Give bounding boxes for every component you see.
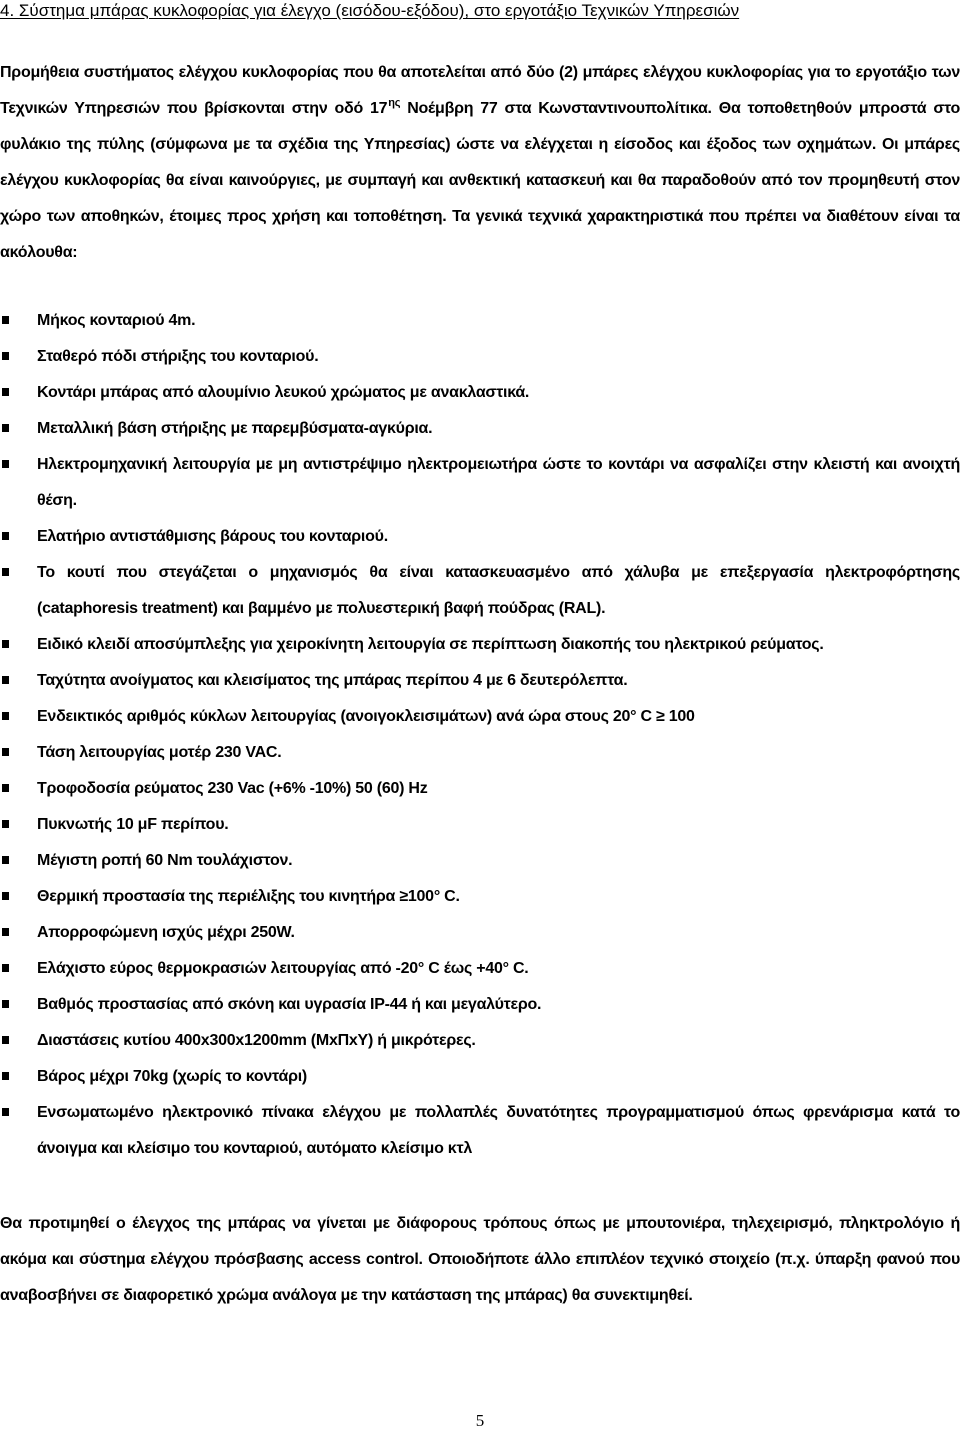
square-bullet-icon (2, 424, 9, 432)
list-item-text: Μήκος κονταριού 4m. (37, 312, 196, 329)
square-bullet-icon (2, 532, 9, 540)
square-bullet-icon (2, 316, 9, 324)
square-bullet-icon (2, 784, 9, 792)
list-item (0, 339, 960, 375)
list-item-text: Ελατήριο αντιστάθμισης βάρους του κονταριού. (37, 528, 388, 545)
list-item-text: Θερμική προστασία της περιέλιξης του κινητήρα ≥100° C. (37, 888, 460, 905)
list-item-text: Ελάχιστο εύρος θερμοκρασιών λειτουργίας από -20° C έως +40° C. (37, 960, 529, 977)
square-bullet-icon (2, 352, 9, 360)
square-bullet-icon (2, 712, 9, 720)
list-item-text: Ειδικό κλειδί αποσύμπλεξης για χειροκίνητη λειτουργία σε περίπτωση διακοπής του ηλεκτρικού ρεύματος. (37, 636, 824, 653)
list-item (0, 411, 960, 447)
list-item-text: Μεταλλική βάση στήριξης με παρεμβύσματα-αγκύρια. (37, 420, 433, 437)
square-bullet-icon (2, 460, 9, 468)
square-bullet-icon (2, 856, 9, 864)
list-item (0, 951, 960, 987)
intro-text-part-2: Νοέμβρη 77 στα Κωνσταντινουπολίτικα. Θα τοποθετηθούν μπροστά στο φυλάκιο της πύλης (σύμφωνα με τα σχέδια της Υπηρεσίας) ώστε να ελέγχεται η είσοδος και έξοδος των οχημάτων. Οι μπάρες ελέγχου κυκλοφορίας θα είναι καινούργιες, με συμπαγή και ανθεκτική κατασκευή και θα παραδοθούν από τον προμηθευτή στον χώρο των αποθηκών, έτοιμες προς χρήση και τοποθέτηση. Τα γενικά τεχνικά χαρακτηριστικά που πρέπει να διαθέτουν είναι τα ακόλουθα: (0, 100, 960, 261)
list-item-text: Διαστάσεις κυτίου 400x300x1200mm (ΜxΠxΥ) ή μικρότερες. (37, 1032, 476, 1049)
list-item (0, 627, 960, 663)
list-item (0, 807, 960, 843)
list-item-text: Ενσωματωμένο ηλεκτρονικό πίνακα ελέγχου με πολλαπλές δυνατότητες προγραμματισμού όπως φρενάρισμα κατά το άνοιγμα και κλείσιμο του κονταριού, αυτόματο κλείσιμο κτλ (37, 1104, 960, 1157)
list-item (0, 1059, 960, 1095)
list-item-text: Ενδεικτικός αριθμός κύκλων λειτουργίας (ανοιγοκλεισιμάτων) ανά ώρα στους 20° C ≥ 100 (37, 708, 695, 725)
square-bullet-icon (2, 640, 9, 648)
square-bullet-icon (2, 1036, 9, 1044)
list-item-text: Μέγιστη ροπή 60 Nm τουλάχιστον. (37, 852, 293, 869)
square-bullet-icon (2, 820, 9, 828)
list-item (0, 771, 960, 807)
square-bullet-icon (2, 748, 9, 756)
square-bullet-icon (2, 1108, 9, 1116)
list-item-text: Σταθερό πόδι στήριξης του κονταριού. (37, 348, 319, 365)
ordinal-suffix: ης (388, 97, 401, 109)
list-item (0, 843, 960, 879)
list-item-text: Πυκνωτής 10 μF περίπου. (37, 816, 229, 833)
specification-list (0, 303, 960, 1167)
list-item-text: Το κουτί που στεγάζεται ο μηχανισμός θα είναι κατασκευασμένο από χάλυβα με επεξεργασία ηλεκτροφόρτησης (cataphoresis treatment) και βαμμένο με πολυεστερική βαφή πούδρας (RAL). (37, 564, 960, 617)
list-item (0, 1023, 960, 1059)
intro-paragraph (0, 55, 960, 271)
list-item-text: Κοντάρι μπάρας από αλουμίνιο λευκού χρώματος με ανακλαστικά. (37, 384, 530, 401)
list-item (0, 303, 960, 339)
square-bullet-icon (2, 1072, 9, 1080)
list-item (0, 879, 960, 915)
list-item-text: Τροφοδοσία ρεύματος 230 Vac (+6% -10%) 50 (60) Hz (37, 780, 428, 797)
closing-paragraph: Θα προτιμηθεί ο έλεγχος της μπάρας να γίνεται με διάφορους τρόπους όπως με μπουτονιέρα, τηλεχειρισμό, πληκτρολόγιο ή ακόμα και σύστημα ελέγχου πρόσβασης access control. Οποιοδήποτε άλλο επιπλέον τεχνικό στοιχείο (π.χ. ύπαρξη φανού που αναβοσβήνει σε διαφορετικό χρώμα ανάλογα με την κατάσταση της μπάρας) θα συνεκτιμηθεί. (0, 1215, 960, 1304)
list-item (0, 1095, 960, 1167)
square-bullet-icon (2, 568, 9, 576)
square-bullet-icon (2, 964, 9, 972)
list-item (0, 375, 960, 411)
square-bullet-icon (2, 892, 9, 900)
list-item-text: Ηλεκτρομηχανική λειτουργία με μη αντιστρέψιμο ηλεκτρομειωτήρα ώστε το κοντάρι να ασφαλίζει στην κλειστή και ανοιχτή θέση. (37, 456, 960, 509)
list-item-text: Τάση λειτουργίας μοτέρ 230 VAC. (37, 744, 282, 761)
list-item (0, 447, 960, 519)
section-heading: 4. Σύστημα μπάρας κυκλοφορίας για έλεγχο (εισόδου-εξόδου), στο εργοτάξιο Τεχνικών Υπηρεσιών (0, 1, 740, 20)
list-item-text: Απορροφώμενη ισχύς μέχρι 250W. (37, 924, 295, 941)
list-item (0, 519, 960, 555)
list-item (0, 735, 960, 771)
intro-text-part-1: Προμήθεια συστήματος ελέγχου κυκλοφορίας που θα αποτελείται από δύο (2) μπάρες ελέγχου κυκλοφορίας για το εργοτάξιο των Τεχνικών Υπηρεσιών που βρίσκονται στην οδό 17 (0, 64, 960, 117)
list-item (0, 555, 960, 627)
list-item (0, 699, 960, 735)
list-item (0, 663, 960, 699)
square-bullet-icon (2, 388, 9, 396)
list-item-text: Βάρος μέχρι 70kg (χωρίς το κοντάρι) (37, 1068, 308, 1085)
square-bullet-icon (2, 1000, 9, 1008)
page-number: 5 (475, 1411, 485, 1430)
list-item-text: Βαθμός προστασίας από σκόνη και υγρασία IP-44 ή και μεγαλύτερο. (37, 996, 542, 1013)
list-item (0, 987, 960, 1023)
square-bullet-icon (2, 676, 9, 684)
list-item-text: Ταχύτητα ανοίγματος και κλεισίματος της μπάρας περίπου 4 με 6 δευτερόλεπτα. (37, 672, 628, 689)
list-item (0, 915, 960, 951)
square-bullet-icon (2, 928, 9, 936)
